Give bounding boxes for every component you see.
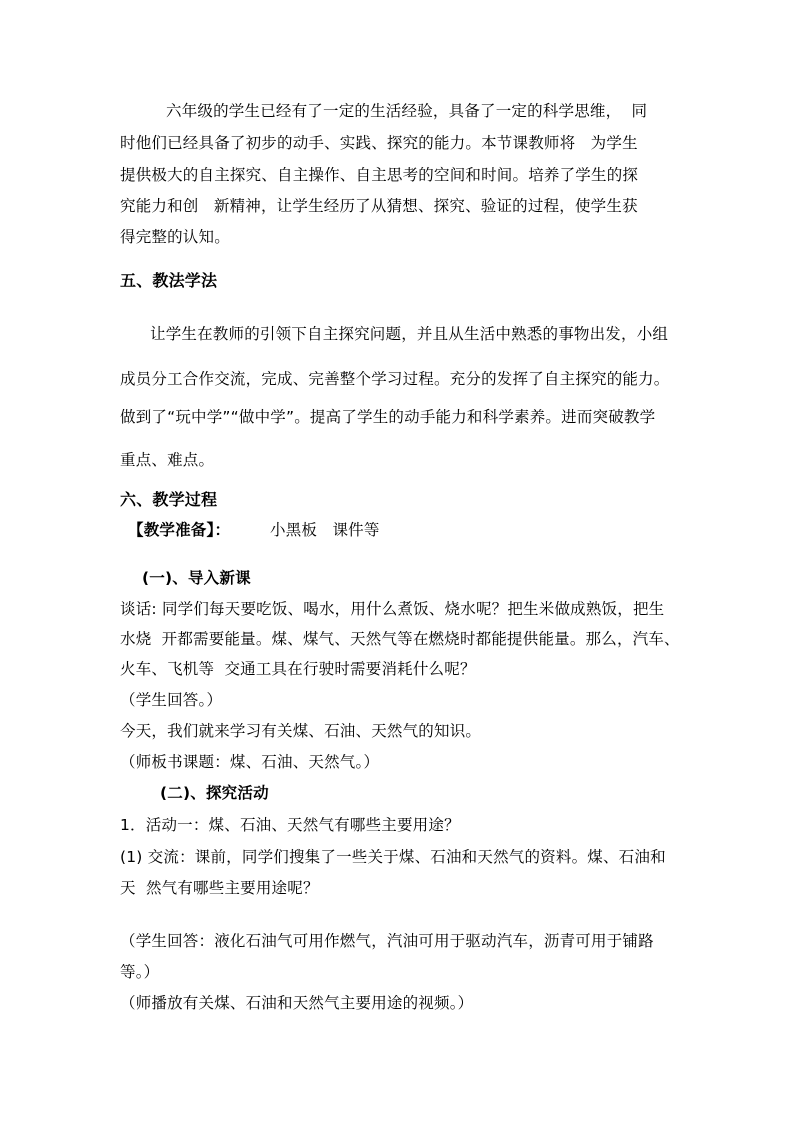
preparation-value: 小黑板 课件等 <box>270 521 380 539</box>
paragraph-line: 时他们已经具备了初步的动手、实践、探究的能力。本节课教师将 为学生 <box>120 134 638 152</box>
paragraph-line: 六年级的学生已经有了一定的生活经验，具备了一定的科学思维， 同 <box>166 102 648 120</box>
subsection-heading: (一)、导入新课 <box>142 569 251 587</box>
paragraph-line: （学生回答：液化石油气可用作燃气，汽油可用于驱动汽车，沥青可用于铺路 <box>120 932 654 950</box>
paragraph-line: 得完整的认知。 <box>120 228 230 246</box>
paragraph-line: 重点、难点。 <box>120 451 215 469</box>
paragraph-line: 等。） <box>120 963 160 981</box>
paragraph-line: 1．活动一：煤、石油、天然气有哪些主要用途？ <box>120 816 460 834</box>
section-heading: 五、教法学法 <box>120 271 218 290</box>
paragraph-line: 提供极大的自主探究、自主操作、自主思考的空间和时间。培养了学生的探 <box>120 166 639 184</box>
paragraph-line: 谈话: 同学们每天要吃饭、喝水，用什么煮饭、烧水呢？把生米做成熟饭，把生 <box>120 600 665 618</box>
paragraph-line: 水烧 开都需要能量。煤、煤气、天然气等在燃烧时都能提供能量。那么，汽车、 <box>120 630 680 648</box>
paragraph-line: 天 然气有哪些主要用途呢？ <box>120 879 319 897</box>
paragraph-line: 做到了“玩中学”“做中学”。提高了学生的动手能力和科学素养。进而突破教学 <box>120 408 656 426</box>
preparation-label: 【教学准备】： <box>128 521 231 539</box>
paragraph-line: 让学生在教师的引领下自主探究问题，并且从生活中熟悉的事物出发，小组 <box>150 325 669 343</box>
section-heading: 六、教学过程 <box>120 490 218 509</box>
paragraph-line: （学生回答。） <box>120 691 223 709</box>
paragraph-line: （师播放有关煤、石油和天然气主要用途的视频。） <box>120 994 474 1012</box>
paragraph-line: 究能力和创 新精神，让学生经历了从猜想、探究、验证的过程，使学生获 <box>120 197 638 215</box>
paragraph-line: (1) 交流：课前，同学们搜集了一些关于煤、石油和天然气的资料。煤、石油和 <box>120 848 666 866</box>
paragraph-line: 火车、飞机等 交通工具在行驶时需要消耗什么呢？ <box>120 660 476 678</box>
paragraph-line: （师板书课题：煤、石油、天然气。） <box>120 753 380 771</box>
paragraph-line: 今天，我们就来学习有关煤、石油、天然气的知识。 <box>120 722 482 740</box>
paragraph-line: 成员分工合作交流，完成、完善整个学习过程。充分的发挥了自主探究的能力。 <box>120 370 670 388</box>
subsection-heading: (二)、探究活动 <box>160 784 269 802</box>
